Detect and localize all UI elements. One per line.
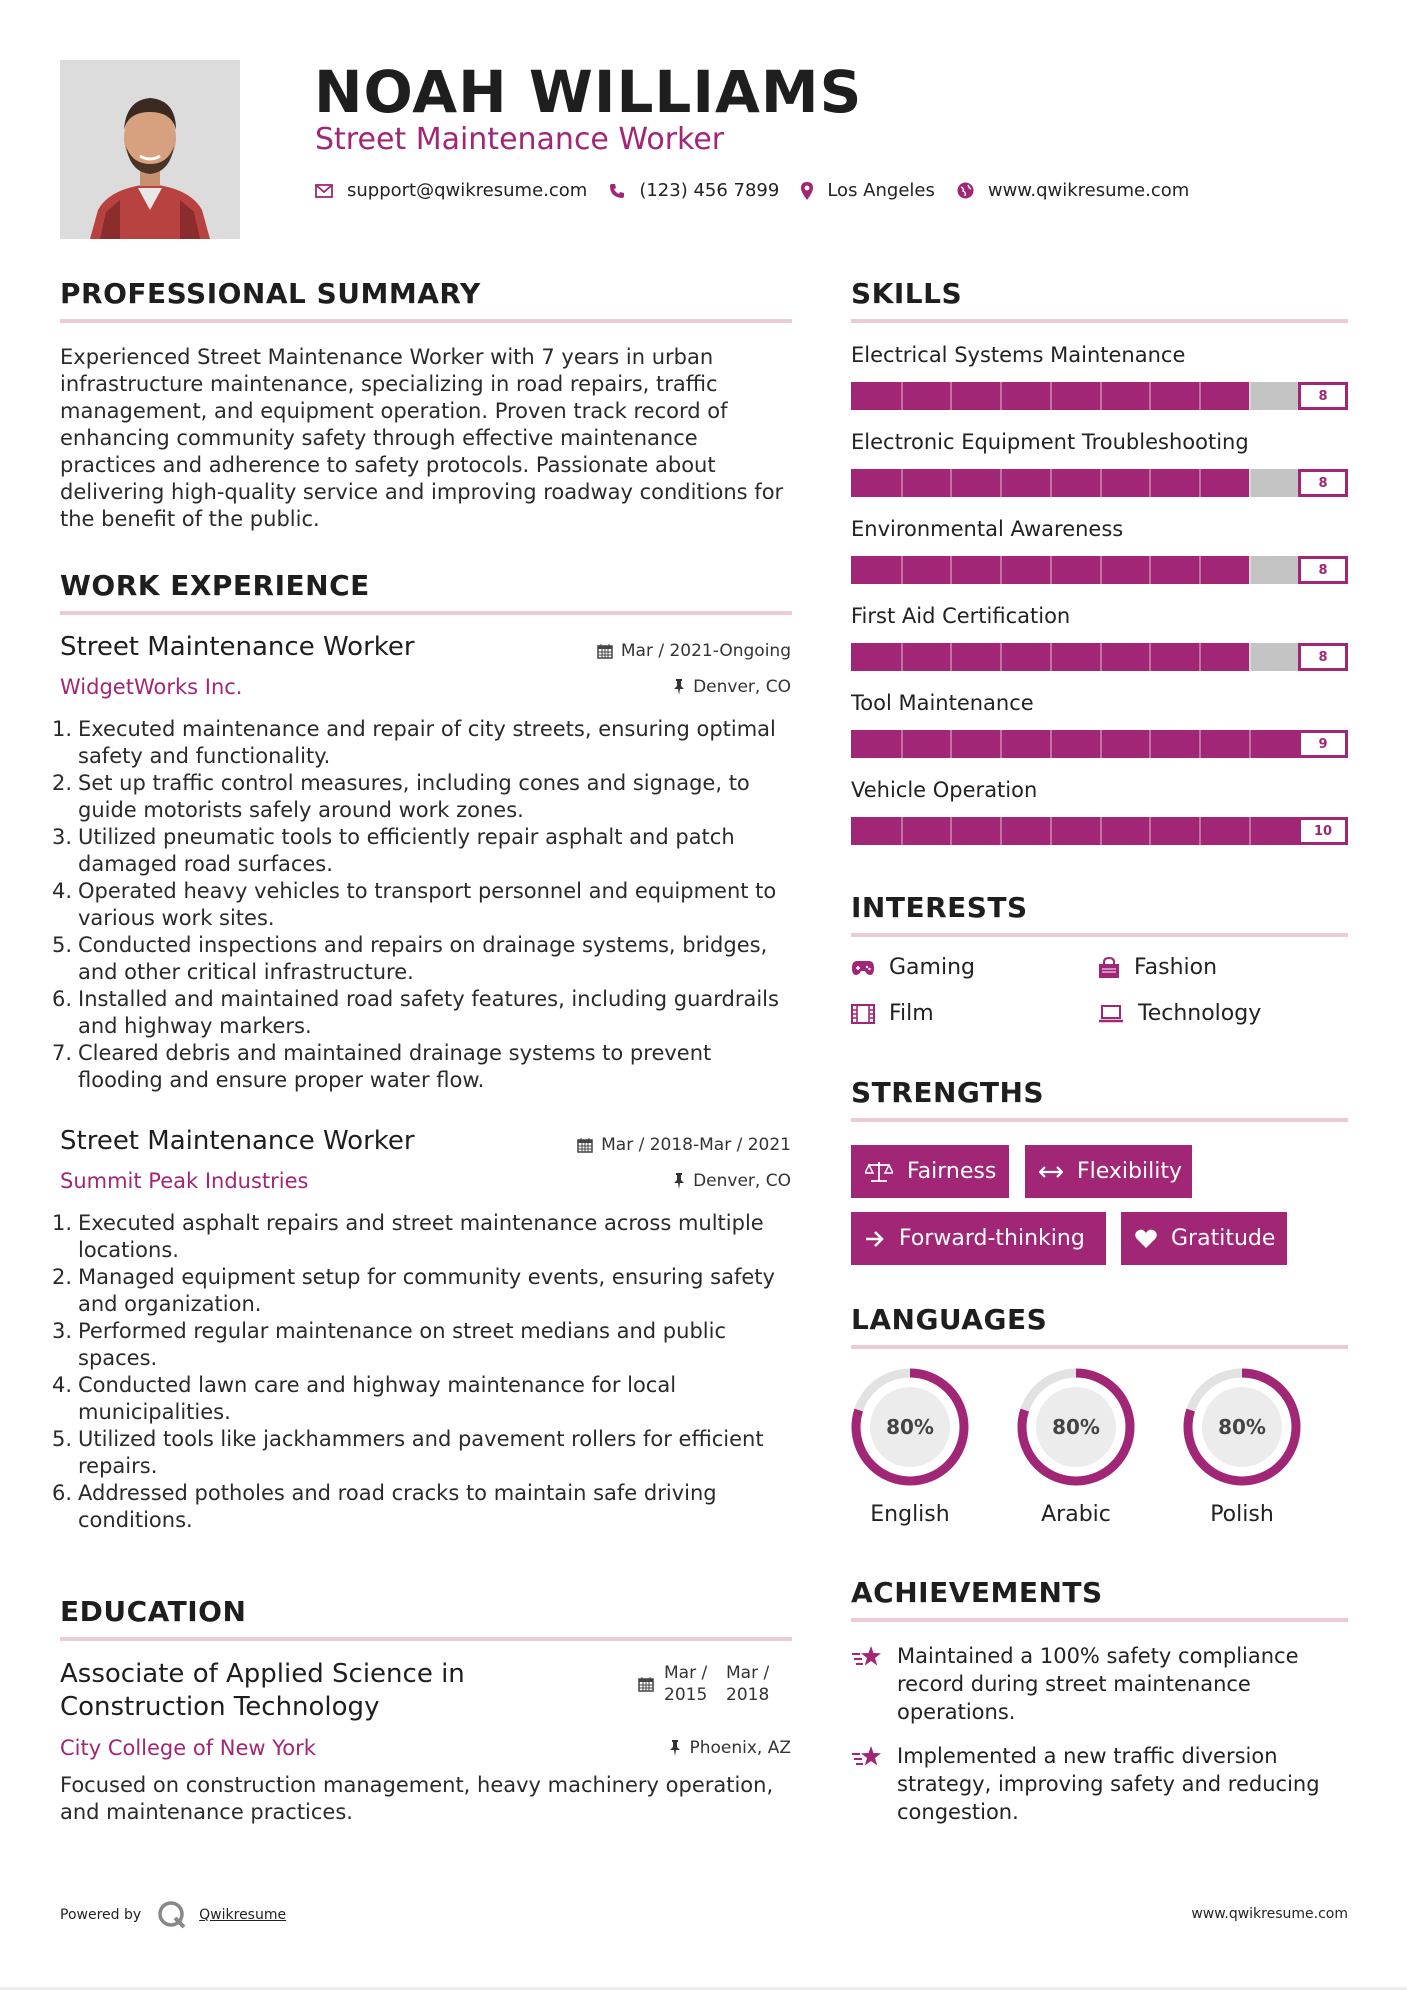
calendar-icon xyxy=(597,643,613,659)
job-location xyxy=(673,1171,791,1191)
skill-bar-segment xyxy=(950,382,952,410)
list-item: 5. Conducted inspections and repairs on drainage systems, bridges, and other critical infrastructure. xyxy=(51,933,768,984)
job-title: Street Maintenance Worker xyxy=(60,1126,415,1156)
interests-heading: INTERESTS xyxy=(851,891,1028,924)
achievements-heading: ACHIEVEMENTS xyxy=(851,1576,1103,1609)
skill-bar-segment xyxy=(901,382,903,410)
skill-bar-segment xyxy=(1249,382,1251,410)
skill-level-badge: 8 xyxy=(1298,643,1348,671)
job-company: Summit Peak Industries xyxy=(60,1169,309,1193)
interest-item xyxy=(851,955,975,980)
skill-bar-segment xyxy=(1199,382,1201,410)
list-item: 4. Conducted lawn care and highway maintenance for local municipalities. xyxy=(51,1373,677,1424)
languages-divider xyxy=(851,1345,1348,1349)
skill-bar-segment xyxy=(1100,643,1102,671)
education-end: Mar / 2018 xyxy=(726,1663,770,1705)
laptop-icon xyxy=(1098,1005,1124,1023)
education-dates xyxy=(638,1662,788,1706)
skill-name: Environmental Awareness xyxy=(851,517,1124,541)
envelope-icon xyxy=(315,184,333,198)
skill-bar xyxy=(851,556,1348,584)
strengths-divider xyxy=(851,1118,1348,1122)
skill-bar-segment xyxy=(901,469,903,497)
skill-level-badge: 10 xyxy=(1298,817,1348,845)
education-heading: EDUCATION xyxy=(60,1595,247,1628)
globe-icon xyxy=(957,182,974,199)
skill-bar-segment xyxy=(1249,556,1251,584)
skill-bar-segment xyxy=(1100,817,1102,845)
skill-level-badge: 8 xyxy=(1298,382,1348,410)
skill-bar-segment xyxy=(1050,730,1052,758)
strength-tag xyxy=(851,1145,1009,1198)
language-percent: 80% xyxy=(886,1415,934,1439)
skill-bar-segment xyxy=(1100,556,1102,584)
strength-label: Fairness xyxy=(907,1159,997,1184)
summary-text: Experienced Street Maintenance Worker with 7 years in urban infrastructure maintenance, specializing in road repairs, traffic management, and equipment operation. Proven track record of enhancing community safety through effective maintenance practices and adherence to safety protocols. Passionate about delivering high-quality service and improving roadway conditions for the benefit of the public. xyxy=(60,345,784,531)
language-percent: 80% xyxy=(1218,1415,1266,1439)
skill-level-badge: 9 xyxy=(1298,730,1348,758)
skill-bar-segment xyxy=(950,469,952,497)
interest-item xyxy=(1098,955,1217,980)
job-location-text: Denver, CO xyxy=(693,677,791,697)
skill-bar-segment xyxy=(1199,730,1201,758)
skill-name: Tool Maintenance xyxy=(851,691,1034,715)
education-location xyxy=(669,1738,791,1758)
candidate-title: Street Maintenance Worker xyxy=(315,122,725,157)
skill-bar xyxy=(851,817,1348,845)
skill-bar-segment xyxy=(1149,643,1151,671)
list-item: 5. Utilized tools like jackhammers and pavement rollers for efficient repairs. xyxy=(51,1427,764,1478)
candidate-name: NOAH WILLIAMS xyxy=(314,58,863,126)
skill-name: Electrical Systems Maintenance xyxy=(851,343,1186,367)
strength-tag xyxy=(1025,1145,1192,1198)
list-item: 1. Executed maintenance and repair of city streets, ensuring optimal safety and functionality. xyxy=(51,717,776,768)
experience-heading: WORK EXPERIENCE xyxy=(60,569,370,602)
skill-bar-segment xyxy=(1000,556,1002,584)
language-name: English xyxy=(870,1502,950,1527)
skill-bar-segment xyxy=(1050,643,1052,671)
summary-heading: PROFESSIONAL SUMMARY xyxy=(60,277,481,310)
list-item: 2. Set up traffic control measures, including cones and signage, to guide motorists safely around work zones. xyxy=(51,771,750,822)
list-item: 3. Performed regular maintenance on street medians and public spaces. xyxy=(51,1319,726,1370)
skill-bar-segment xyxy=(1199,556,1201,584)
language-ring xyxy=(848,1365,972,1489)
map-pin-icon xyxy=(801,182,813,200)
skill-bar-segment xyxy=(1199,643,1201,671)
education-start: Mar / 2015 xyxy=(664,1663,708,1705)
education-degree: Associate of Applied Science in Construction Technology xyxy=(60,1659,465,1722)
job-dates xyxy=(597,641,791,661)
skill-bar-segment xyxy=(1149,382,1151,410)
list-item: 7. Cleared debris and maintained drainage systems to prevent flooding and ensure proper water flow. xyxy=(51,1041,712,1092)
skill-bar xyxy=(851,382,1348,410)
skill-bar-segment xyxy=(1149,817,1151,845)
list-item: 4. Operated heavy vehicles to transport personnel and equipment to various work sites. xyxy=(51,879,777,930)
qwikresume-link[interactable]: Qwikresume xyxy=(199,1907,287,1923)
strength-label: Gratitude xyxy=(1171,1226,1276,1251)
skill-bar-segment xyxy=(1199,469,1201,497)
language-ring xyxy=(1014,1365,1138,1489)
education-description: Focused on construction management, heavy machinery operation, and maintenance practices. xyxy=(60,1773,774,1824)
skill-bar-segment xyxy=(1249,469,1251,497)
skill-bar-segment xyxy=(1100,382,1102,410)
skill-bar-segment xyxy=(901,730,903,758)
strength-tag xyxy=(851,1212,1106,1265)
job-company: WidgetWorks Inc. xyxy=(60,675,243,699)
skill-level-badge: 8 xyxy=(1298,469,1348,497)
powered-by-label: Powered by xyxy=(60,1907,142,1923)
language-name: Arabic xyxy=(1041,1502,1111,1527)
pushpin-icon xyxy=(673,679,685,695)
skill-bar-segment xyxy=(1249,643,1251,671)
strength-label: Flexibility xyxy=(1077,1159,1182,1184)
interest-label: Fashion xyxy=(1134,955,1218,980)
interest-label: Technology xyxy=(1138,1001,1262,1026)
achievements-divider xyxy=(851,1618,1348,1622)
achievement-text: Maintained a 100% safety compliance record during street maintenance operations. xyxy=(897,1644,1299,1724)
skill-bar-segment xyxy=(950,556,952,584)
job-dates-text: Mar / 2018-Mar / 2021 xyxy=(601,1135,791,1155)
skill-bar-segment xyxy=(1000,469,1002,497)
phone-icon xyxy=(609,183,625,199)
skills-heading: SKILLS xyxy=(851,277,963,310)
film-icon xyxy=(851,1004,875,1024)
language-ring xyxy=(1180,1365,1304,1489)
gamepad-icon xyxy=(851,960,875,976)
arrows-horizontal-icon xyxy=(1039,1166,1063,1178)
skill-bar-segment xyxy=(1149,469,1151,497)
interest-label: Film xyxy=(889,1001,934,1026)
skill-bar xyxy=(851,730,1348,758)
skill-bar-segment xyxy=(901,556,903,584)
interest-item xyxy=(851,1001,934,1026)
list-item: 6. Installed and maintained road safety features, including guardrails and highway markers. xyxy=(51,987,779,1038)
skill-bar-segment xyxy=(1000,730,1002,758)
experience-divider xyxy=(60,611,792,615)
skill-bar-segment xyxy=(1199,817,1201,845)
skill-bar-segment xyxy=(1050,469,1052,497)
footer-powered-by xyxy=(60,1900,286,1930)
skill-bar-segment xyxy=(1050,382,1052,410)
skill-bar-segment xyxy=(901,643,903,671)
list-item: 3. Utilized pneumatic tools to efficiently repair asphalt and patch damaged road surfaces. xyxy=(51,825,735,876)
education-school: City College of New York xyxy=(60,1736,316,1760)
job-bullets xyxy=(48,1210,800,1534)
skill-bar-segment xyxy=(1100,730,1102,758)
skill-bar-segment xyxy=(1000,643,1002,671)
interest-item xyxy=(1098,1001,1261,1026)
profile-photo xyxy=(60,60,240,239)
calendar-icon xyxy=(638,1676,654,1706)
skill-bar-segment xyxy=(1000,382,1002,410)
education-divider xyxy=(60,1637,792,1641)
skill-bar-segment xyxy=(1050,817,1052,845)
achievement-item xyxy=(851,1642,1361,1726)
pushpin-icon xyxy=(673,1173,685,1189)
list-item: 1. Executed asphalt repairs and street maintenance across multiple locations. xyxy=(51,1211,764,1262)
summary-divider xyxy=(60,319,792,323)
calendar-icon xyxy=(577,1137,593,1153)
pushpin-icon xyxy=(669,1740,681,1756)
interest-label: Gaming xyxy=(889,955,975,980)
interests-divider xyxy=(851,933,1348,937)
job-location xyxy=(673,677,791,697)
contact-row xyxy=(315,180,1211,201)
skill-name: First Aid Certification xyxy=(851,604,1071,628)
skill-bar-segment xyxy=(1050,556,1052,584)
skill-bar-segment xyxy=(950,817,952,845)
arrow-right-icon xyxy=(865,1230,885,1248)
list-item: 2. Managed equipment setup for community events, ensuring safety and organization. xyxy=(51,1265,775,1316)
language-percent: 80% xyxy=(1052,1415,1100,1439)
strength-tag xyxy=(1121,1212,1287,1265)
job-dates xyxy=(577,1135,791,1155)
skill-bar-fill xyxy=(851,730,1298,758)
job-bullets xyxy=(48,716,800,1094)
skill-bar-segment xyxy=(1249,817,1251,845)
skill-level-badge: 8 xyxy=(1298,556,1348,584)
contact-email[interactable]: support@qwikresume.com xyxy=(347,180,588,201)
job-location-text: Denver, CO xyxy=(693,1171,791,1191)
contact-phone[interactable]: (123) 456 7899 xyxy=(639,180,780,201)
job-title: Street Maintenance Worker xyxy=(60,632,415,662)
skill-bar-segment xyxy=(1149,556,1151,584)
balance-scale-icon xyxy=(865,1161,893,1183)
qwikresume-logo-icon xyxy=(157,1900,187,1930)
skill-bar xyxy=(851,643,1348,671)
contact-website[interactable]: www.qwikresume.com xyxy=(987,180,1190,201)
shooting-star-icon xyxy=(851,1644,883,1726)
contact-location: Los Angeles xyxy=(827,180,935,201)
education-location-text: Phoenix, AZ xyxy=(689,1738,791,1758)
skill-bar-segment xyxy=(950,730,952,758)
heart-icon xyxy=(1135,1229,1157,1249)
shopping-bag-icon xyxy=(1098,957,1120,979)
skill-bar-segment xyxy=(1149,730,1151,758)
skill-bar-segment xyxy=(1100,469,1102,497)
achievement-item xyxy=(851,1742,1361,1826)
skill-bar-segment xyxy=(1000,817,1002,845)
strength-label: Forward-thinking xyxy=(899,1226,1085,1251)
list-item: 6. Addressed potholes and road cracks to maintain safe driving conditions. xyxy=(51,1481,717,1532)
strengths-heading: STRENGTHS xyxy=(851,1076,1045,1109)
footer-website[interactable]: www.qwikresume.com xyxy=(1191,1906,1348,1922)
language-name: Polish xyxy=(1210,1502,1274,1527)
skill-bar-segment xyxy=(901,817,903,845)
languages-heading: LANGUAGES xyxy=(851,1303,1048,1336)
achievement-text: Implemented a new traffic diversion strategy, improving safety and reducing congestion. xyxy=(897,1744,1320,1824)
skill-bar-segment xyxy=(1249,730,1251,758)
shooting-star-icon xyxy=(851,1744,883,1826)
skill-bar xyxy=(851,469,1348,497)
skill-bar-segment xyxy=(950,643,952,671)
job-dates-text: Mar / 2021-Ongoing xyxy=(620,641,791,661)
skill-name: Electronic Equipment Troubleshooting xyxy=(851,430,1249,454)
skills-divider xyxy=(851,319,1348,323)
skill-name: Vehicle Operation xyxy=(851,778,1038,802)
